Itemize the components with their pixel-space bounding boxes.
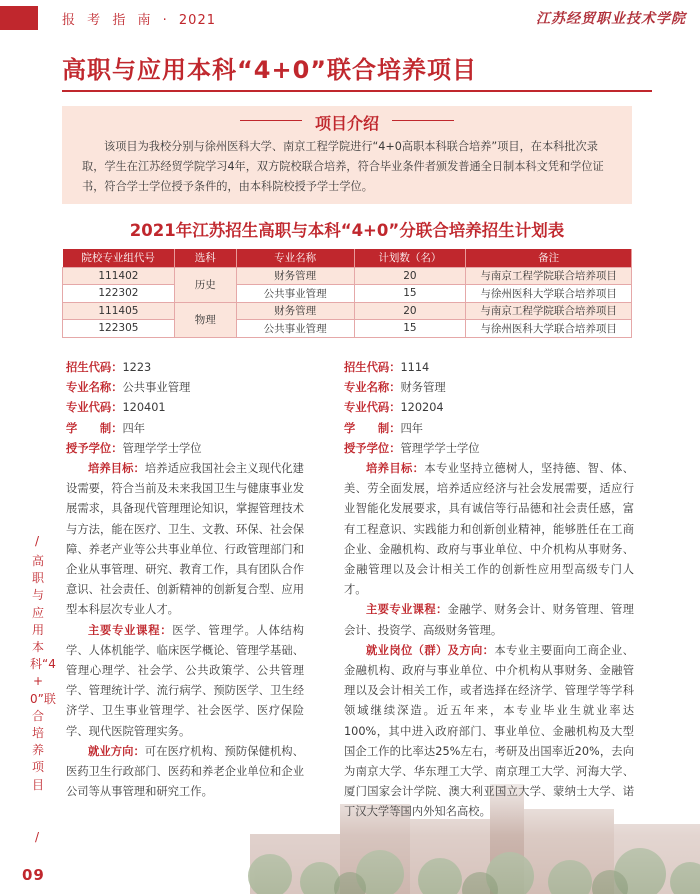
info-value: 四年 — [400, 421, 424, 435]
code-cell: 122302 — [63, 285, 175, 303]
info-line — [344, 439, 634, 459]
info-label: 招生代码： — [66, 361, 123, 374]
header-cell: 选科 — [174, 249, 236, 267]
side-slash-bottom: / — [35, 830, 40, 844]
school-name: 江苏经贸职业技术学院 — [536, 11, 686, 27]
table-header-row — [63, 249, 632, 267]
subject-cell: 物理 — [174, 302, 236, 337]
goal-text: 本专业坚持立德树人，坚持德、智、体、美、劳全面发展，培养适应经济与社会发展需要，适应行业智能化发展要求，具有诚信等行品德和社会责任感，富有工程意识、实践能力和创新创业精神，能够胜任在工商企业、金融机构、政府与事业单位、中介机构从事财务、金融管理以及会计相关工作的创新性应用型高级专门人才。 — [344, 462, 634, 597]
note-cell: 与徐州医科大学联合培养项目 — [466, 285, 632, 303]
info-line — [66, 358, 304, 378]
count-cell: 20 — [354, 302, 466, 320]
info-label: 招生代码： — [344, 361, 401, 374]
info-label: 授予学位： — [344, 441, 401, 455]
page-title: 高职与应用本科“4+0”联合培养项目 — [62, 56, 478, 84]
guide-char: 南 — [137, 13, 152, 28]
table-row — [63, 285, 632, 303]
info-label: 专业名称： — [344, 381, 401, 395]
header-cell: 备注 — [466, 249, 632, 267]
info-value: 1114 — [400, 361, 430, 374]
info-value: 120204 — [400, 401, 444, 415]
table-row — [63, 267, 632, 285]
career-direction — [344, 641, 634, 823]
training-goal — [344, 459, 634, 600]
courses-label: 主要专业课程： — [366, 603, 448, 617]
code-cell: 111405 — [63, 302, 175, 320]
header-accent-block — [0, 6, 38, 30]
info-label: 专业名称： — [66, 381, 123, 395]
guide-char: 报 — [62, 13, 77, 28]
info-line — [344, 358, 634, 378]
header-cell: 专业名称 — [236, 249, 354, 267]
header-cell: 计划数（名） — [354, 249, 466, 267]
info-line — [66, 398, 304, 418]
title-divider — [62, 90, 652, 92]
plan-table — [62, 249, 632, 338]
right-column-financial-management — [344, 358, 634, 823]
subject-cell: 历史 — [174, 267, 236, 302]
table-row — [63, 320, 632, 338]
major-cell: 公共事业管理 — [236, 285, 354, 303]
info-value: 四年 — [122, 421, 146, 435]
header-cell: 院校专业组代号 — [63, 249, 175, 267]
table-title: 2021年江苏招生高职与本科“4+0”分联合培养招生计划表 — [129, 221, 565, 240]
count-cell: 15 — [354, 320, 466, 338]
info-label: 专业代码： — [66, 401, 123, 415]
major-cell: 财务管理 — [236, 267, 354, 285]
info-line — [344, 378, 634, 398]
code-cell: 122305 — [63, 320, 175, 338]
side-vertical-title: 高职与应用本科“4+0”联合培养项目 — [30, 554, 56, 792]
count-cell: 20 — [354, 267, 466, 285]
info-value: 管理学学士学位 — [122, 441, 202, 455]
info-label: 学 制： — [66, 421, 123, 435]
major-cell: 公共事业管理 — [236, 320, 354, 338]
info-line — [344, 419, 634, 439]
page-number: 09 — [22, 866, 45, 884]
info-label: 学 制： — [344, 421, 401, 435]
info-value: 120401 — [122, 401, 166, 415]
info-value: 公共事业管理 — [122, 381, 191, 395]
training-goal — [66, 459, 304, 621]
note-cell: 与南京工程学院联合培养项目 — [466, 267, 632, 285]
courses-text: 金融学、财务会计、财务管理、管理会计、投资学、高级财务管理。 — [344, 603, 634, 637]
info-line — [66, 439, 304, 459]
side-slash-top: / — [35, 534, 40, 548]
guide-year: 2021 — [178, 13, 216, 28]
count-cell: 15 — [354, 285, 466, 303]
info-label: 专业代码： — [344, 401, 401, 415]
info-line — [66, 419, 304, 439]
info-value: 财务管理 — [400, 381, 446, 395]
note-cell: 与南京工程学院联合培养项目 — [466, 302, 632, 320]
main-courses — [66, 621, 304, 742]
major-cell: 财务管理 — [236, 302, 354, 320]
career-text: 可在医疗机构、预防保健机构、医药卫生行政部门、医药和养老企业单位和企业公司等从事管理和研究工作。 — [66, 744, 304, 799]
guide-char: 考 — [87, 13, 102, 28]
career-direction — [66, 742, 304, 803]
info-label: 授予学位： — [66, 441, 123, 455]
intro-text: 该项目为我校分别与徐州医科大学、南京工程学院进行“4+0高职本科联合培养”项目，在本科批次录取，学生在江苏经贸学院学习4年，双方院校联合培养，符合毕业条件者颁发普通全日制本科文凭和学位证书，符合学士学位授予条件的，由本科院校授予学士学位。 — [82, 140, 604, 193]
code-cell: 111402 — [63, 267, 175, 285]
guide-char: · — [162, 13, 168, 28]
intro-heading: 项目介绍 — [314, 114, 379, 133]
info-line — [344, 398, 634, 418]
guide-char: 指 — [112, 13, 127, 28]
info-value: 管理学学士学位 — [400, 441, 480, 455]
goal-text: 培养适应我国社会主义现代化建设需要，符合当前及未来我国卫生与健康事业发展需求，具备现代管理理论知识，掌握管理技术与方法，能在医疗、卫生、文教、环保、社会保障、养老产业等公共事业单位、行政管理部门和企业从事管理、研究、教育工作，具有团队合作意识、社会责任、创新精神的创新复合型、应用型本科层次专业人才。 — [66, 462, 304, 617]
career-text: 本专业主要面向工商企业、金融机构、政府与事业单位、中介机构从事财务、金融管理以及会计相关工作，或者选择在经济学、管理学等学科领域继续深造。近五年来，本专业毕业生就业率达100%，其中进入政府部门、事业单位、金融机构及大型国企工作的比率达25%左右，考研及出国率近20%，去向为南京大学、华东理工大学、南京理工大学、河海大学、厦门国家会计学院、澳大利亚国立大学、蒙纳士大学、诺丁汉大学等国内外知名高校。 — [344, 643, 634, 819]
career-label: 就业方向： — [88, 744, 145, 758]
table-row — [63, 302, 632, 320]
info-value: 1223 — [122, 361, 152, 374]
goal-label: 培养目标： — [88, 462, 145, 476]
page-header — [0, 0, 700, 36]
main-courses — [344, 600, 634, 640]
guide-label — [62, 9, 222, 28]
goal-label: 培养目标： — [366, 462, 425, 476]
career-label: 就业岗位（群）及方向： — [366, 643, 495, 657]
note-cell: 与徐州医科大学联合培养项目 — [466, 320, 632, 338]
courses-text: 医学、管理学。人体结构学、人体机能学、临床医学概论、管理学基础、管理心理学、社会学、公共政策学、公共管理学、管理统计学、流行病学、预防医学、卫生经济学、卫生事业管理学、社会医学、医疗保险学、现代医院管理实务。 — [66, 623, 304, 738]
left-column-public-management — [66, 358, 304, 802]
courses-label: 主要专业课程： — [88, 623, 173, 637]
info-line — [66, 378, 304, 398]
